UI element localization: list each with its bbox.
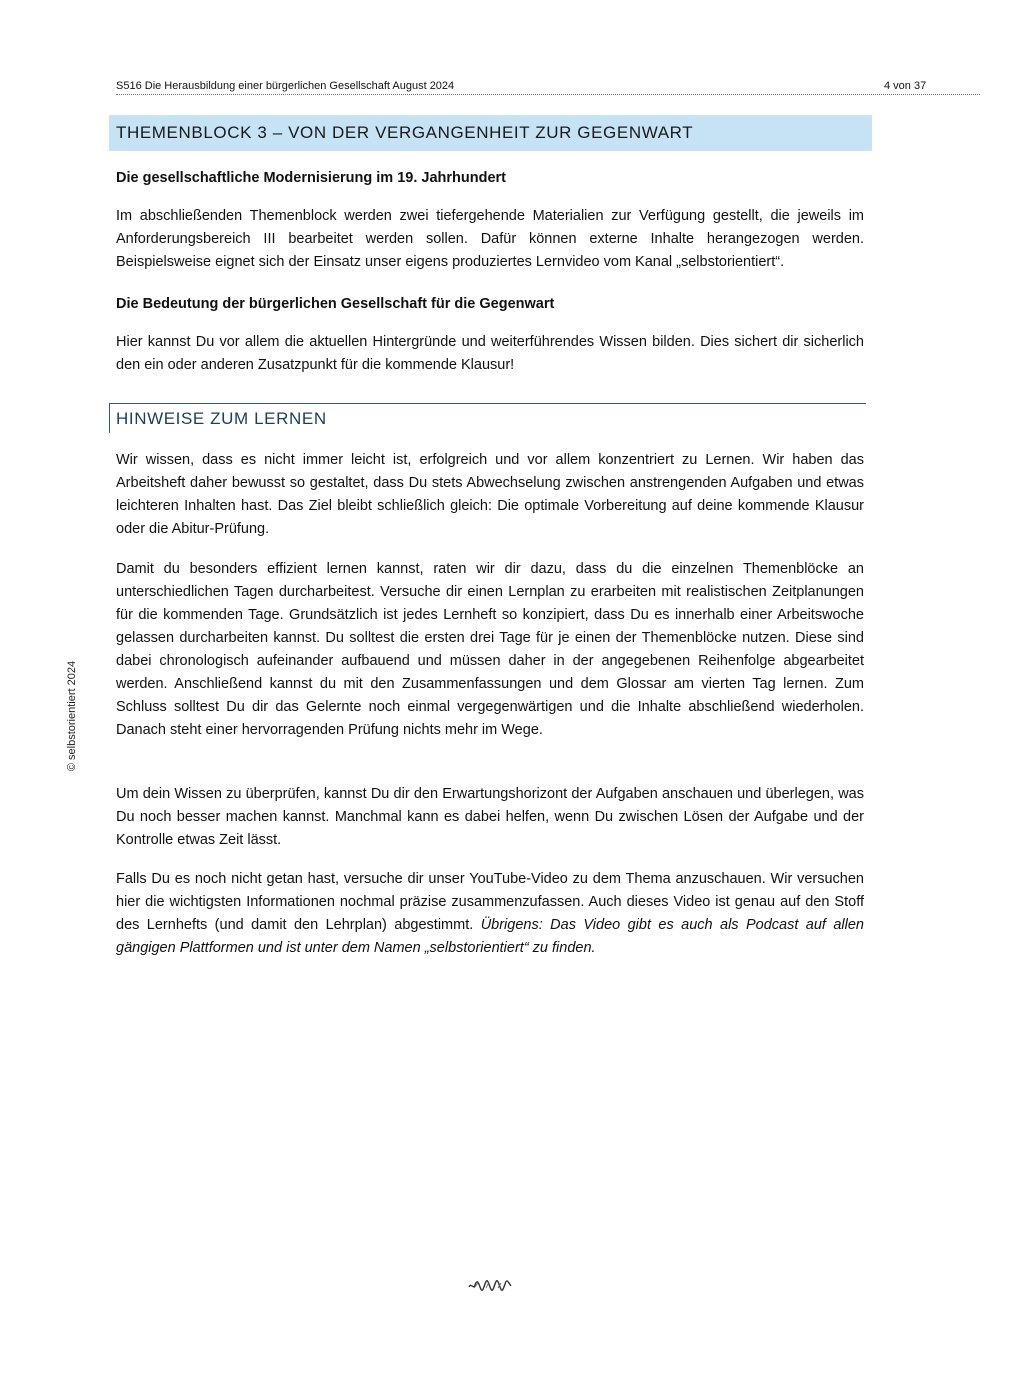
subheading-modernisierung: Die gesellschaftliche Modernisierung im 19. Jahrhundert <box>116 170 506 186</box>
signature-logo-icon <box>468 1278 512 1292</box>
page-header <box>116 78 980 95</box>
paragraph-hinweise-1: Wir wissen, dass es nicht immer leicht ist, erfolgreich und vor allem konzentriert zu Lernen. Wir haben das Arbeitsheft daher bewusst so gestaltet, dass Du stets Abwechselung zwischen anstrengenden Aufgaben und etwas leichteren Inhalten hast. Das Ziel bleibt schließlich gleich: Die optimale Vorbereitung auf deine kommende Klausur oder die Abitur-Prüfung. <box>116 452 864 537</box>
paragraph-hinweise-3: Um dein Wissen zu überprüfen, kannst Du dir den Erwartungshorizont der Aufgaben anschauen und überlegen, was Du noch besser machen kannst. Manchmal kann es dabei helfen, wenn Du zwischen Lösen der Aufgabe und der Kontrolle etwas Zeit lässt. <box>116 786 864 848</box>
themenblock-heading: THEMENBLOCK 3 – VON DER VERGANGENHEIT ZUR GEGENWART <box>109 115 872 151</box>
paragraph-hinweise-4-text: Falls Du es noch nicht getan hast, versuche dir unser YouTube-Video zu dem Thema anzuschauen. Wir versuchen hier die wichtigsten Informationen nochmal präzise zusammenzufassen. Auch dieses Video ist genau auf den Stoff des Lernhefts (und damit den Lehrplan) abgestimmt. <box>116 871 864 933</box>
podcast-note: Übrigens: Das Video gibt es auch als Podcast auf allen gängigen Plattformen und ist unter dem Namen „selbstorientiert“ zu finden. <box>116 917 864 956</box>
hinweise-heading: HINWEISE ZUM LERNEN <box>109 403 866 433</box>
page-number: 4 von 37 <box>884 80 927 92</box>
paragraph-bedeutung: Hier kannst Du vor allem die aktuellen Hintergründe und weiterführendes Wissen bilden. Dies sichert dir sicherlich den ein oder anderen Zusatzpunkt für die kommende Klausur! <box>116 334 864 373</box>
subheading-bedeutung: Die Bedeutung der bürgerlichen Gesellschaft für die Gegenwart <box>116 296 555 312</box>
paragraph-hinweise-4 <box>116 868 864 960</box>
paragraph-modernisierung: Im abschließenden Themenblock werden zwei tiefergehende Materialien zur Verfügung gestellt, die jeweils im Anforderungsbereich III bearbeitet werden sollen. Dafür können externe Inhalte herangezogen werden. Beispielsweise eignet sich der Einsatz unser eigens produziertes Lernvideo vom Kanal „selbstorientiert“. <box>116 208 864 270</box>
paragraph-hinweise-2: Damit du besonders effizient lernen kannst, raten wir dir dazu, dass du die einzelnen Themenblöcke an unterschiedlichen Tagen durcharbeitest. Versuche dir einen Lernplan zu erarbeiten mit realistischen Zeitplanungen für die kommenden Tage. Grundsätzlich ist jedes Lernheft so konzipiert, dass Du es innerhalb einer Arbeitswoche gelassen durcharbeiten kannst. Du solltest die ersten drei Tage für je einen der Themenblöcke nutzen. Diese sind dabei chronologisch aufeinander aufbauend und müssen daher in der angegebenen Reihenfolge abgearbeitet werden. Anschließend kannst du mit den Zusammenfassungen und dem Glossar am vierten Tag lernen. Zum Schluss solltest Du dir das Gelernte noch einmal vergegenwärtigen und die Inhalte abschließend wiederholen. Danach steht einer hervorragenden Prüfung nichts mehr im Wege. <box>116 561 864 738</box>
document-title: S516 Die Herausbildung einer bürgerlichen Gesellschaft August 2024 <box>116 80 455 92</box>
copyright-vertical: © selbstorientiert 2024 <box>66 660 78 772</box>
